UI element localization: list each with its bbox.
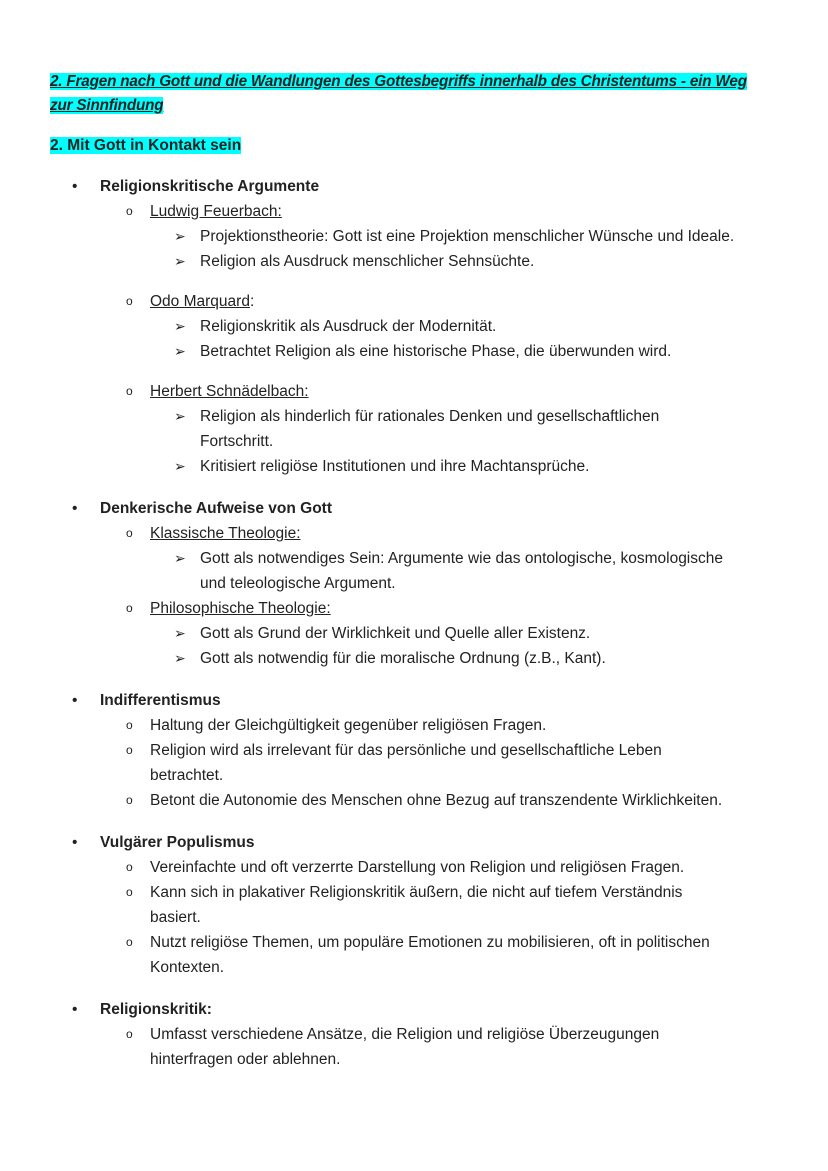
sub-item bbox=[0, 788, 828, 813]
sub-item bbox=[0, 199, 828, 224]
sub-item-heading: Odo Marquard bbox=[150, 293, 250, 310]
circle-marker: o bbox=[126, 743, 133, 757]
arrow-marker: ➢ bbox=[174, 650, 186, 666]
title-line: 2. Fragen nach Gott und die Wandlungen des Gottesbegriffs innerhalb des Christentums - ein Weg bbox=[50, 73, 747, 90]
arrow-point bbox=[0, 621, 828, 646]
section-heading bbox=[50, 134, 241, 158]
sub-item-group bbox=[0, 199, 828, 274]
section-heading-text: 2. Mit Gott in Kontakt sein bbox=[50, 137, 242, 154]
item-text: Betrachtet Religion als eine historische Phase, die überwunden wird. bbox=[200, 343, 672, 360]
section-label bbox=[0, 496, 828, 521]
item-text: Haltung der Gleichgültigkeit gegenüber religiösen Fragen. bbox=[150, 717, 547, 734]
arrow-marker: ➢ bbox=[174, 408, 186, 424]
item-text: Religion als hinderlich für rationales Denken und gesellschaftlichen bbox=[200, 408, 660, 425]
arrow-marker: ➢ bbox=[174, 550, 186, 566]
sub-item bbox=[0, 1022, 828, 1072]
item-text: Nutzt religiöse Themen, um populäre Emotionen zu mobilisieren, oft in politischen bbox=[150, 934, 710, 951]
item-text: Kritisiert religiöse Institutionen und ihre Machtansprüche. bbox=[200, 458, 590, 475]
arrow-point bbox=[0, 314, 828, 339]
item-text: und teleologische Argument. bbox=[200, 575, 396, 592]
sub-item bbox=[0, 855, 828, 880]
sub-item-heading: Ludwig Feuerbach: bbox=[150, 203, 282, 220]
section-3 bbox=[0, 830, 828, 980]
sub-item bbox=[0, 379, 828, 404]
arrow-point bbox=[0, 404, 828, 454]
circle-marker: o bbox=[126, 935, 133, 949]
arrow-point bbox=[0, 454, 828, 479]
circle-marker: o bbox=[126, 885, 133, 899]
section-label-text: Religionskritik: bbox=[100, 1001, 212, 1018]
sub-item bbox=[0, 738, 828, 788]
sub-item-group bbox=[0, 855, 828, 880]
item-text: Fortschritt. bbox=[200, 433, 274, 450]
sub-item-suffix: : bbox=[249, 293, 255, 310]
sub-item-group bbox=[0, 596, 828, 671]
section-label-text: Vulgärer Populismus bbox=[100, 834, 255, 851]
sub-item-group bbox=[0, 521, 828, 596]
bullet-marker: • bbox=[72, 500, 78, 517]
item-text: Religion wird als irrelevant für das persönliche und gesellschaftliche Leben bbox=[150, 742, 662, 759]
circle-marker: o bbox=[126, 718, 133, 732]
bullet-marker: • bbox=[72, 834, 78, 851]
sub-item bbox=[0, 713, 828, 738]
sub-item-heading: Philosophische Theologie: bbox=[150, 600, 331, 617]
item-text: Religionskritik als Ausdruck der Modernität. bbox=[200, 318, 497, 335]
sub-item-group bbox=[0, 930, 828, 980]
section-4 bbox=[0, 997, 828, 1072]
arrow-marker: ➢ bbox=[174, 458, 186, 474]
sub-item-heading: Herbert Schnädelbach: bbox=[150, 383, 309, 400]
section-label bbox=[0, 688, 828, 713]
sub-item bbox=[0, 930, 828, 980]
arrow-point bbox=[0, 249, 828, 274]
item-text: betrachtet. bbox=[150, 767, 224, 784]
section-1 bbox=[0, 496, 828, 671]
section-label-text: Religionskritische Argumente bbox=[100, 178, 320, 195]
section-2 bbox=[0, 688, 828, 813]
circle-marker: o bbox=[126, 204, 133, 218]
arrow-point bbox=[0, 546, 828, 596]
arrow-point bbox=[0, 339, 828, 364]
item-text: Kann sich in plakativer Religionskritik äußern, die nicht auf tiefem Verständnis bbox=[150, 884, 683, 901]
sub-item-group bbox=[0, 738, 828, 788]
arrow-marker: ➢ bbox=[174, 228, 186, 244]
title-line: zur Sinnfindung bbox=[50, 97, 164, 114]
item-text: Religion als Ausdruck menschlicher Sehnsüchte. bbox=[200, 253, 535, 270]
sub-item-group bbox=[0, 788, 828, 813]
section-label bbox=[0, 174, 828, 199]
item-text: hinterfragen oder ablehnen. bbox=[150, 1051, 341, 1068]
circle-marker: o bbox=[126, 793, 133, 807]
section-label bbox=[0, 997, 828, 1022]
circle-marker: o bbox=[126, 526, 133, 540]
arrow-point bbox=[0, 646, 828, 671]
sub-item-heading: Klassische Theologie: bbox=[150, 525, 301, 542]
arrow-marker: ➢ bbox=[174, 625, 186, 641]
sub-item-group bbox=[0, 289, 828, 364]
section-0 bbox=[0, 174, 828, 479]
circle-marker: o bbox=[126, 294, 133, 308]
item-text: Gott als notwendig für die moralische Ordnung (z.B., Kant). bbox=[200, 650, 606, 667]
sub-item-group bbox=[0, 1022, 828, 1072]
document-title bbox=[50, 70, 780, 118]
circle-marker: o bbox=[126, 384, 133, 398]
item-text: Gott als notwendiges Sein: Argumente wie das ontologische, kosmologische bbox=[200, 550, 723, 567]
item-text: Projektionstheorie: Gott ist eine Projektion menschlicher Wünsche und Ideale. bbox=[200, 228, 735, 245]
circle-marker: o bbox=[126, 860, 133, 874]
sub-item-group bbox=[0, 880, 828, 930]
item-text: Vereinfachte und oft verzerrte Darstellung von Religion und religiösen Fragen. bbox=[150, 859, 685, 876]
bullet-marker: • bbox=[72, 1001, 78, 1018]
sub-item-group bbox=[0, 713, 828, 738]
circle-marker: o bbox=[126, 1027, 133, 1041]
sub-item bbox=[0, 289, 828, 314]
sub-item-group bbox=[0, 379, 828, 479]
section-label-text: Denkerische Aufweise von Gott bbox=[100, 500, 332, 517]
circle-marker: o bbox=[126, 601, 133, 615]
arrow-marker: ➢ bbox=[174, 343, 186, 359]
arrow-marker: ➢ bbox=[174, 253, 186, 269]
item-text: Kontexten. bbox=[150, 959, 225, 976]
arrow-point bbox=[0, 224, 828, 249]
item-text: Betont die Autonomie des Menschen ohne Bezug auf transzendente Wirklichkeiten. bbox=[150, 792, 723, 809]
arrow-marker: ➢ bbox=[174, 318, 186, 334]
item-text: Umfasst verschiedene Ansätze, die Religion und religiöse Überzeugungen bbox=[150, 1026, 660, 1043]
section-label-text: Indifferentismus bbox=[100, 692, 221, 709]
item-text: basiert. bbox=[150, 909, 201, 926]
bullet-marker: • bbox=[72, 692, 78, 709]
sub-item bbox=[0, 880, 828, 930]
item-text: Gott als Grund der Wirklichkeit und Quelle aller Existenz. bbox=[200, 625, 591, 642]
bullet-marker: • bbox=[72, 178, 78, 195]
document-body bbox=[0, 174, 828, 1072]
sub-item bbox=[0, 596, 828, 621]
sub-item bbox=[0, 521, 828, 546]
section-label bbox=[0, 830, 828, 855]
